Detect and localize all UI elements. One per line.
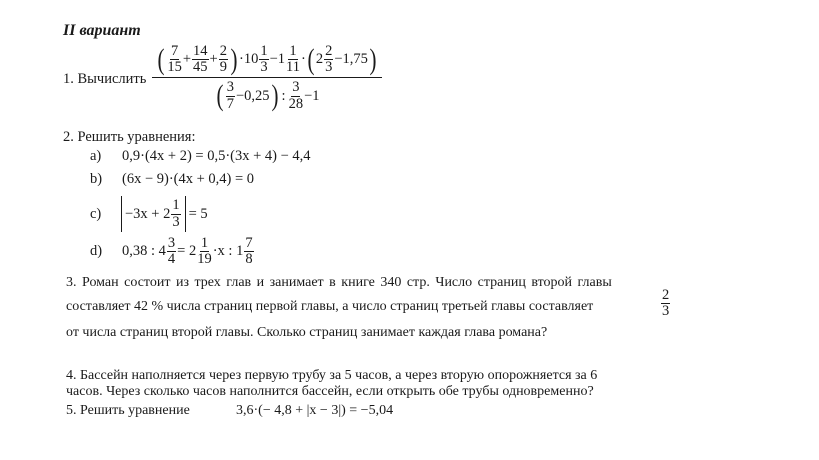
variant-title: II вариант	[63, 22, 141, 39]
equation-d: d) 0,38 : 4 $\frac{3}{4}$ = 2 $\frac{1}{19}$ ·x : 1 $\frac{7}{8}$	[90, 235, 253, 268]
equation-c: c) −3x + 2 $\frac{1}{3}$ = 5	[90, 196, 208, 232]
problem-1	[63, 44, 382, 112]
problem-3-line-1: 3. Роман состоит из трех глав и занимает в книге 340 стр. Число страниц второй главы	[66, 275, 612, 290]
fraction: $\frac{3}{4}$	[167, 235, 176, 268]
main-fraction	[152, 44, 382, 112]
fraction: $\frac{2}{9}$	[219, 43, 227, 76]
problem-4-line-2: часов. Через сколько часов наполнится бассейн, если открыть обе трубы одновременно?	[66, 384, 594, 399]
numerator: ( $\frac{7}{15}$ + $\frac{14}{45}$ + $\frac{2}{9}$ ) ·10 $\frac{1}{3}$ −1 $\frac{1}{11}$ · ( 2 $\frac{2}{3}$ −1,75 )	[152, 44, 382, 78]
problem-3-line-3: от числа страниц второй главы. Сколько страниц занимает каждая глава романа?	[66, 325, 548, 340]
fraction: $\frac{1}{11}$	[286, 43, 300, 76]
problem-4-line-1: 4. Бассейн наполняется через первую трубу за 5 часов, а через вторую опорожняется за 6	[66, 368, 598, 383]
fraction: $\frac{1}{3}$	[172, 197, 180, 230]
problem-2-label: 2. Решить уравнения:	[63, 129, 196, 145]
fraction: $\frac{14}{45}$	[193, 43, 208, 76]
fraction: $\frac{1}{3}$	[260, 43, 268, 76]
denominator: ( $\frac{3}{7}$ −0,25 ) : $\frac{3}{28}$ −1	[216, 79, 320, 113]
fraction: $\frac{2}{3}$	[325, 43, 333, 76]
fraction: $\frac{3}{7}$	[226, 79, 234, 112]
fraction: $\frac{7}{15}$	[167, 43, 182, 76]
fraction: $\frac{7}{8}$	[245, 235, 253, 268]
problem-3-line-2: составляет 42 % числа страниц первой главы, а число страниц третьей главы составляет	[66, 299, 594, 314]
problem-5: 5. Решить уравнение 3,6·(− 4,8 + |x − 3|) = −5,04	[66, 403, 394, 418]
equation-b: b) (6x − 9)·(4x + 0,4) = 0	[90, 171, 255, 187]
problem-3-fraction: $\frac{2}{3}$	[662, 287, 670, 320]
fraction: $\frac{1}{19}$	[197, 235, 212, 268]
equation-a: a) 0,9·(4x + 2) = 0,5·(3x + 4) − 4,4	[90, 148, 311, 164]
problem-1-label: 1. Вычислить	[63, 71, 147, 88]
fraction: $\frac{3}{28}$	[288, 79, 304, 112]
